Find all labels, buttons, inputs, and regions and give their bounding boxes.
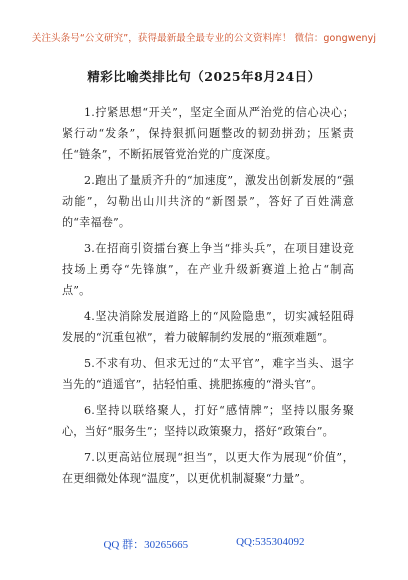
paragraph-2: 2.跑出了量质齐升的“加速度”，激发出创新发展的“强动能”，勾勒出山川共济的“新图景”，答好了百姓满意的“幸福卷”。: [62, 174, 354, 229]
paragraph-5: 5.不求有功、但求无过的“太平官”，难字当头、退字当先的“逍遥官”，拈轻怕重、挑肥拣瘦的“滑头官”。: [62, 357, 354, 391]
paragraph-3: 3.在招商引资擂台赛上争当“排头兵”，在项目建设竞技场上勇夺“先锋旗”，在产业升级新赛道上抢占“制高点”。: [62, 242, 354, 297]
footer-qq-group: QQ 群：30265665: [103, 539, 189, 551]
paragraph-4: 4.坚决消除发展道路上的“风险隐患”，切实减轻阻碍发展的“沉重包袱”，着力破解制约发展的“瓶颈难题”。: [62, 310, 354, 344]
paragraph-1: 1.拧紧思想“开关”，坚定全面从严治党的信心决心；紧行动“发条”，保持狠抓问题整改的韧劲拼劲；压紧责任“链条”，不断拓展管党治党的广度深度。: [62, 106, 354, 161]
paragraph-6: 6.坚持以联络聚人，打好“感情牌”；坚持以服务聚心，当好“服务生”；坚持以政策聚力，搭好“政策台”。: [62, 404, 354, 438]
paragraph-7: 7.以更高站位展现“担当”，以更大作为展现“价值”，在更细微处体现“温度”，以更优机制凝聚“力量”。: [62, 451, 354, 485]
footer-qq-number: QQ:535304092: [236, 536, 305, 548]
footer: [0, 536, 408, 552]
document-title: 精彩比喻类排比句（2025年8月24日）: [87, 69, 321, 84]
top-banner: 关注头条号“公文研究”，获得最新最全最专业的公文资料库！ 微信：gongwenyj: [31, 33, 377, 44]
document-body: [62, 102, 354, 494]
